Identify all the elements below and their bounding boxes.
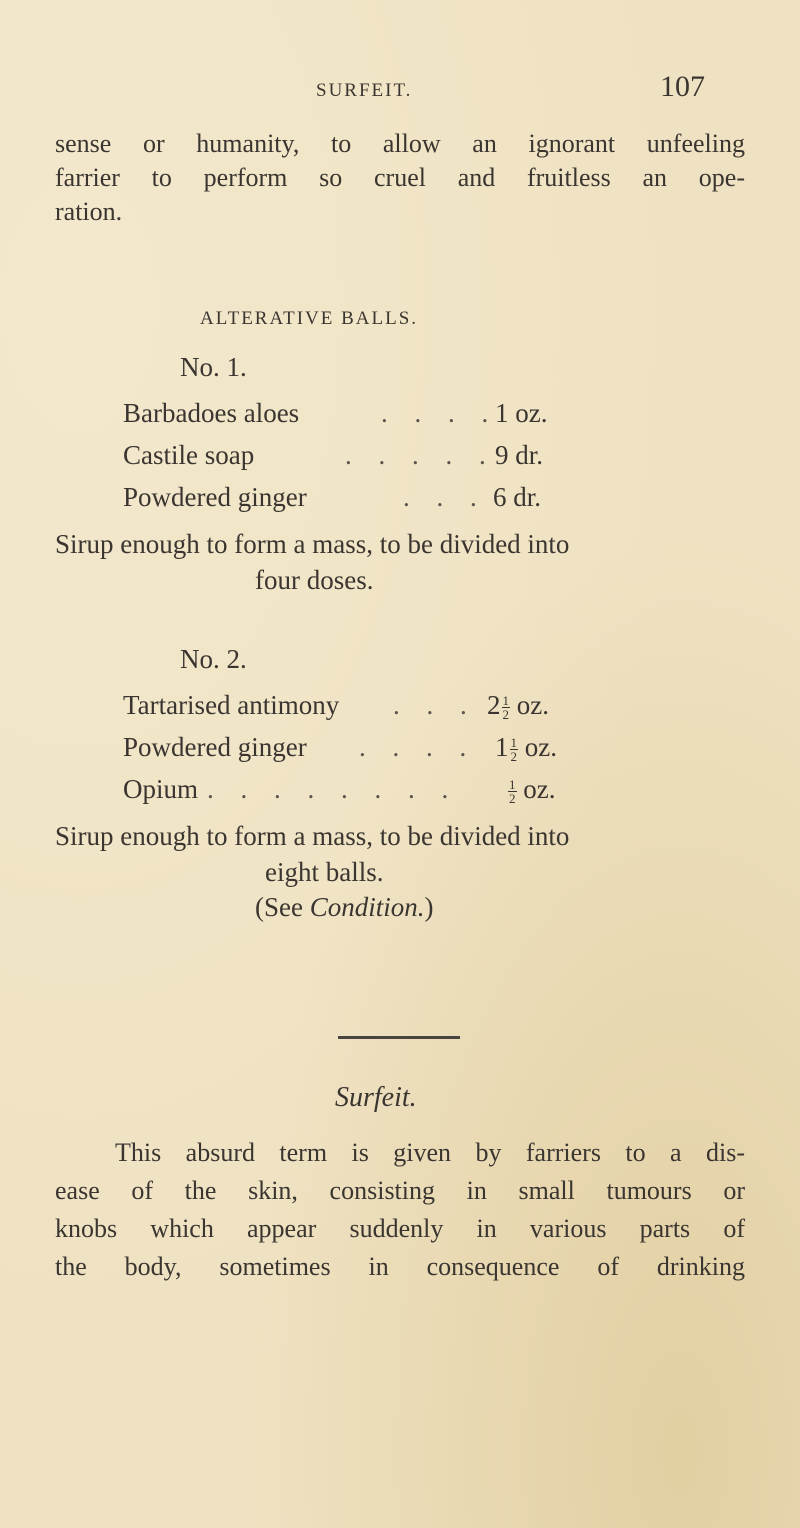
quantity-whole: 2 <box>487 690 501 720</box>
dot-leader: . . . . . . . . <box>207 774 459 804</box>
recipe-number: No. 1. <box>180 352 247 382</box>
dot-leader: . . . . . <box>345 440 496 470</box>
cross-reference <box>255 892 434 923</box>
ingredient-line <box>123 482 623 518</box>
dot-leader: . . . <box>403 482 487 512</box>
ingredient-quantity <box>507 774 555 805</box>
text-line: sense or humanity, to allow an ignorant unfeeling <box>55 129 745 158</box>
text-line: Sirup enough to form a mass, to be divided into <box>55 821 570 851</box>
ingredient-quantity: 1 oz. <box>495 398 548 428</box>
ingredient-name: Powdered ginger <box>123 482 307 512</box>
fraction-denominator: 2 <box>509 791 516 807</box>
quantity-unit: oz. <box>523 774 556 804</box>
fraction <box>502 694 511 721</box>
dot-leader: . . . . <box>381 398 499 428</box>
text-line: Sirup enough to form a mass, to be divided into <box>55 529 570 559</box>
cross-reference-target: Condition. <box>309 892 425 922</box>
text-line: This absurd term is given by farriers to a dis- <box>115 1138 745 1167</box>
ingredient-quantity <box>487 690 549 721</box>
quantity-whole: 1 <box>495 732 509 762</box>
fraction-denominator: 2 <box>502 707 509 723</box>
ingredient-quantity: 6 dr. <box>493 482 542 512</box>
ingredient-name: Castile soap <box>123 440 255 470</box>
ingredient-quantity: 9 dr. <box>495 440 544 470</box>
intro-paragraph <box>55 127 745 229</box>
ingredient-line <box>123 398 623 434</box>
surfeit-paragraph <box>55 1134 745 1286</box>
quantity-unit: oz. <box>516 690 549 720</box>
ingredient-name: Tartarised antimony <box>123 690 340 720</box>
ingredient-line <box>123 440 623 476</box>
ingredient-name: Powdered ginger <box>123 732 307 762</box>
text-line: the body, sometimes in consequence of drinking <box>55 1252 745 1281</box>
fraction <box>510 736 519 763</box>
text-line: ease of the skin, consisting in small tumours or <box>55 1176 745 1205</box>
ingredient-line <box>123 690 623 726</box>
fraction-numerator: 1 <box>509 777 516 793</box>
section-title: Surfeit. <box>335 1082 417 1113</box>
page-number: 107 <box>660 70 705 103</box>
dot-leader: . . . <box>393 690 477 720</box>
quantity-unit: oz. <box>524 732 557 762</box>
ingredient-name: Barbadoes aloes <box>123 398 300 428</box>
ingredient-line <box>123 774 623 810</box>
fraction-numerator: 1 <box>502 693 509 709</box>
text-line: knobs which appear suddenly in various parts of <box>55 1214 745 1243</box>
section-heading: ALTERATIVE BALLS. <box>200 308 419 329</box>
running-head: SURFEIT. <box>316 80 413 101</box>
recipe-instruction <box>55 818 755 890</box>
recipe-number: No. 2. <box>180 644 247 674</box>
cross-reference-suffix: ) <box>424 892 434 922</box>
text-line: ration. <box>55 197 123 226</box>
fraction-numerator: 1 <box>510 735 517 751</box>
text-line: eight balls. <box>265 857 384 887</box>
ingredient-quantity <box>495 732 557 763</box>
text-line: four doses. <box>255 565 374 595</box>
ingredient-line <box>123 732 623 768</box>
fraction-denominator: 2 <box>510 749 517 765</box>
text-line: farrier to perform so cruel and fruitless an ope- <box>55 163 745 192</box>
dot-leader: . . . . <box>359 732 477 762</box>
section-divider <box>338 1036 460 1039</box>
cross-reference-prefix: (See <box>255 892 303 922</box>
fraction <box>508 778 517 805</box>
ingredient-name: Opium <box>123 774 199 804</box>
recipe-instruction <box>55 526 755 598</box>
